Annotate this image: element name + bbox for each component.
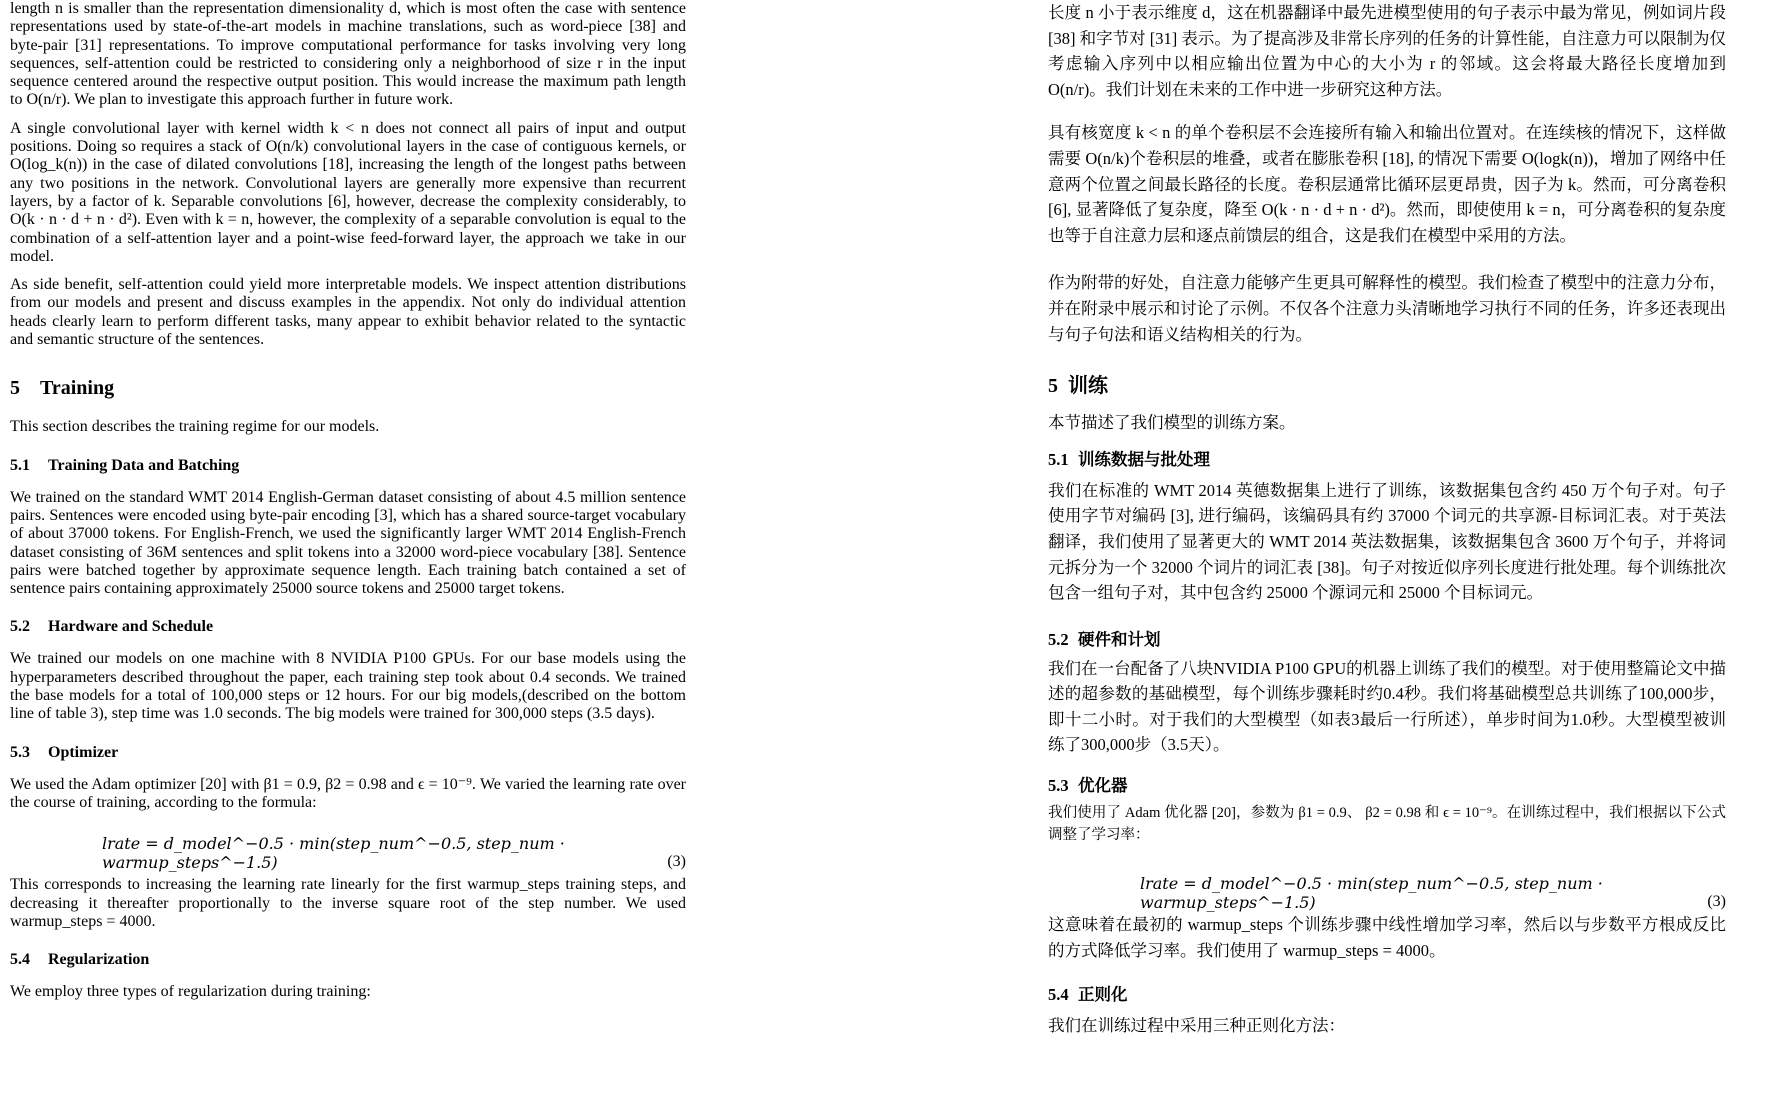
paragraph-interpretable-models: As side benefit, self-attention could yield more interpretable models. We inspect attention distributions from our models and present and discuss examples in the appendix. Not only do individual attention heads clearly learn to perform different tasks, many appear to exhibit behavior related to the syntactic and semantic structure of the sentences. [10,276,686,349]
section-number: 5 [1048,375,1058,398]
chinese-column [1048,0,1726,1053]
section-number: 5 [10,377,20,400]
equation-number: (3) [667,853,686,871]
formula-expression: lrate = d_model^−0.5 · min(step_num^−0.5, step_num · warmup_steps^−1.5) [102,834,565,873]
section-title: 训练 [1068,375,1108,398]
paragraph-self-attention-length: length n is smaller than the representation dimensionality d, which is most often the case with sentence representations used by state-of-the-art models in machine translations, such as word-piece [38] and byte-pair [31] representations. To improve computational performance for tasks involving very long sequences, self-attention could be restricted to considering only a neighborhood of size r in the input sequence centered around the respective output position. This would increase the maximum path length to O(n/r). We plan to investigate this approach further in future work. [10,0,686,109]
subsection-number: 5.4 [1048,985,1069,1005]
subsection-5-3-after-zh: 这意味着在最初的 warmup_steps 个训练步骤中线性增加学习率，然后以与步数平方根成反比的方式降低学习率。我们使用了 warmup_steps = 4000。 [1048,915,1726,960]
subsection-5-1-heading-zh [1048,446,1726,470]
subsection-number: 5.3 [1048,776,1069,796]
subsection-number: 5.3 [10,743,30,761]
subsection-5-3-after: This corresponds to increasing the learning rate linearly for the first warmup_steps training steps, and decreasing it thereafter proportionally to the inverse square root of the step number. We used warmup_steps = 4000. [10,876,686,930]
section-5-heading-zh [1048,369,1726,398]
learning-rate-formula [102,834,686,873]
subsection-number: 5.2 [1048,629,1069,649]
english-column [10,0,686,1011]
subsection-title: 训练数据与批处理 [1078,449,1210,469]
paragraph-interpretable-models-zh: 作为附带的好处，自注意力能够产生更具可解释性的模型。我们检查了模型中的注意力分布，并在附录中展示和讨论了示例。不仅各个注意力头清晰地学习执行不同的任务，许多还表现出与句子句法和语义结构相关的行为。 [1048,273,1726,344]
section-title: Training [40,377,115,400]
paragraph-self-attention-length-zh: 长度 n 小于表示维度 d，这在机器翻译中最先进模型使用的句子表示中最为常见，例如词片段[38] 和字节对 [31] 表示。为了提高涉及非常长序列的任务的计算性能，自注意力可以限制为仅考虑输入序列中以相应输出位置为中心的大小为 r 的邻域。这会将最大路径长度增加到 O(n/r)。我们计划在未来的工作中进一步研究这种方法。 [1048,3,1726,99]
subsection-5-4-text-zh: 我们在训练过程中采用三种正则化方法： [1048,1016,1345,1036]
subsection-5-4-heading [10,951,686,969]
subsection-5-3-text: We used the Adam optimizer [20] with β1 = 0.9, β2 = 0.98 and ϵ = 10⁻⁹. We varied the learning rate over the course of training, according to the formula: [10,775,686,811]
section-5-intro: This section describes the training regime for our models. [10,418,380,436]
subsection-5-2-text-zh: 我们在一台配备了八块NVIDIA P100 GPU的机器上训练了我们的模型。对于使用整篇论文中描述的超参数的基础模型，每个训练步骤耗时约0.4秒。我们将基础模型总共训练了100,000步，即十二小时。对于我们的大型模型（如表3最后一行所述），单步时间为1.0秒。大型模型被训练了300,000步（3.5天）。 [1048,658,1726,755]
subsection-5-2-heading-zh [1048,626,1726,650]
subsection-number: 5.2 [10,618,30,636]
subsection-title: Regularization [48,951,150,969]
subsection-5-3-heading [10,744,686,762]
subsection-title: Optimizer [48,743,119,761]
subsection-title: Hardware and Schedule [48,618,214,636]
subsection-5-3-text-zh: 我们使用了 Adam 优化器 [20]，参数为 β1 = 0.9、 β2 = 0.98 和 ϵ = 10⁻⁹。在训练过程中，我们根据以下公式调整了学习率： [1048,805,1726,844]
paragraph-convolutional-layer: A single convolutional layer with kernel width k < n does not connect all pairs of input and output positions. Doing so requires a stack of O(n/k) convolutional layers in the case of contiguous kernels, or O(log_k(n)) in the case of dilated convolutions [18], increasing the length of the longest paths between any two positions in the network. Convolutional layers are generally more expensive than recurrent layers, by a factor of k. Separable convolutions [6], however, decrease the complexity considerably, to O(k · n · d + n · d²). Even with k = n, however, the complexity of a separable convolution is equal to the combination of a self-attention layer and a point-wise feed-forward layer, the approach we take in our model. [10,119,686,265]
formula-expression: lrate = d_model^−0.5 · min(step_num^−0.5, step_num · warmup_steps^−1.5) [1140,874,1603,913]
subsection-5-1-text: We trained on the standard WMT 2014 English-German dataset consisting of about 4.5 million sentence pairs. Sentences were encoded using byte-pair encoding [3], which has a shared source-target vocabulary of about 37000 tokens. For English-French, we used the significantly larger WMT 2014 English-French dataset consisting of 36M sentences and split tokens into a 32000 word-piece vocabulary [38]. Sentence pairs were batched together by approximate sequence length. Each training batch contained a set of sentence pairs containing approximately 25000 source tokens and 25000 target tokens. [10,488,686,598]
subsection-title: 硬件和计划 [1078,629,1161,649]
subsection-number: 5.1 [10,456,30,474]
subsection-number: 5.1 [1048,449,1069,469]
subsection-5-1-heading [10,457,686,475]
subsection-5-3-heading-zh [1048,772,1726,796]
equation-number: (3) [1707,893,1726,911]
paragraph-convolutional-layer-zh: 具有核宽度 k < n 的单个卷积层不会连接所有输入和输出位置对。在连续核的情况下，这样做需要 O(n/k)个卷积层的堆叠，或者在膨胀卷积 [18], 的情况下需要 O(logk(n))，增加了网络中任意两个位置之间最长路径的长度。卷积层通常比循环层更昂贵，因子为 k。然而，可分离卷积 [6], 显著降低了复杂度，降至 O(k · n · d + n · d²)。然而，即使使用 k = n，可分离卷积的复杂度也等于自注意力层和逐点前馈层的组合，这是我们在模型中采用的方法。 [1048,123,1726,245]
subsection-5-4-text: We employ three types of regularization during training: [10,983,371,1001]
section-5-heading [10,377,686,400]
subsection-5-2-text: We trained our models on one machine with 8 NVIDIA P100 GPUs. For our base models using the hyperparameters described throughout the paper, each training step took about 0.4 seconds. We trained the base models for a total of 100,000 steps or 12 hours. For our big models,(described on the bottom line of table 3), step time was 1.0 seconds. The big models were trained for 300,000 steps (3.5 days). [10,650,686,723]
subsection-title: 正则化 [1078,985,1128,1005]
subsection-number: 5.4 [10,951,30,969]
subsection-title: 优化器 [1078,776,1128,796]
subsection-5-2-heading [10,618,686,636]
subsection-title: Training Data and Batching [48,456,240,474]
section-5-intro-zh: 本节描述了我们模型的训练方案。 [1048,413,1296,433]
learning-rate-formula-zh [1140,874,1726,913]
subsection-5-1-text-zh: 我们在标准的 WMT 2014 英德数据集上进行了训练，该数据集包含约 450 万个句子对。句子使用字节对编码 [3], 进行编码，该编码具有约 37000 个词元的共享源-目标词汇表。对于英法翻译，我们使用了显著更大的 WMT 2014 英法数据集，该数据集包含 3600 万个句子，并将词元拆分为一个 32000 个词片的词汇表 [38]。句子对按近似序列长度进行批处理。每个训练批次包含一组句子对，其中包含约 25000 个源词元和 25000 个目标词元。 [1048,480,1726,603]
subsection-5-4-heading-zh [1048,981,1726,1005]
